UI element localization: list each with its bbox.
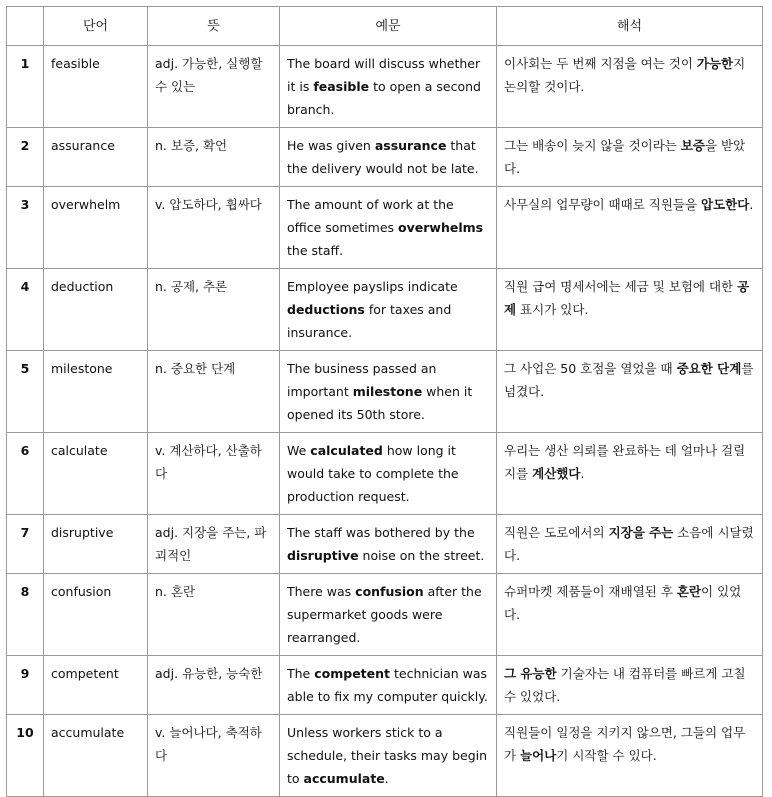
highlighted-word: assurance: [374, 138, 447, 153]
translation-cell: [497, 433, 763, 515]
word-cell: feasible: [44, 46, 148, 128]
example-cell: [280, 46, 497, 128]
highlighted-word: overwhelms: [398, 220, 484, 235]
text-segment: The amount of work at the office sometimes: [287, 197, 454, 235]
meaning-cell: v. 계산하다, 산출하다: [148, 433, 280, 515]
highlighted-word: disruptive: [287, 548, 359, 563]
text-segment: 지 논의할 것이다.: [504, 56, 746, 94]
word-cell: disruptive: [44, 515, 148, 574]
header-example: 예문: [280, 7, 497, 46]
header-meaning: 뜻: [148, 7, 280, 46]
meaning-cell: adj. 가능한, 실행할 수 있는: [148, 46, 280, 128]
text-segment: to open a second branch.: [287, 79, 481, 117]
highlighted-word: 가능한: [696, 56, 734, 71]
translation-cell: [497, 574, 763, 656]
text-segment: 표시가 있다.: [516, 302, 589, 317]
table-row: [7, 433, 763, 515]
row-number: 3: [7, 187, 44, 269]
highlighted-word: competent: [314, 666, 391, 681]
example-cell: [280, 187, 497, 269]
text-segment: 그는 배송이 늦지 않을 것이라는: [504, 138, 681, 153]
table-row: [7, 656, 763, 715]
header-row: [7, 7, 763, 46]
text-segment: after the supermarket goods were rearranged.: [287, 584, 482, 645]
text-segment: .: [580, 466, 585, 481]
row-number: 2: [7, 128, 44, 187]
table-row: [7, 574, 763, 656]
word-cell: deduction: [44, 269, 148, 351]
text-segment: 이 있었다.: [504, 584, 742, 622]
text-segment: 이사회는 두 번째 지점을 여는 것이: [504, 56, 697, 71]
translation-cell: [497, 128, 763, 187]
row-number: 4: [7, 269, 44, 351]
text-segment: 을 받았다.: [504, 138, 746, 176]
highlighted-word: 압도한다: [701, 197, 750, 212]
example-cell: [280, 574, 497, 656]
word-cell: confusion: [44, 574, 148, 656]
example-cell: [280, 269, 497, 351]
example-cell: [280, 656, 497, 715]
text-segment: The business passed an important: [287, 361, 437, 399]
highlighted-word: 계산했다: [532, 466, 581, 481]
text-segment: 사무실의 업무량이 때때로 직원들을: [504, 197, 702, 212]
text-segment: The staff was bothered by the: [287, 525, 475, 540]
meaning-cell: adj. 지장을 주는, 파괴적인: [148, 515, 280, 574]
text-segment: The board will discuss whether it is: [287, 56, 481, 94]
row-number: 7: [7, 515, 44, 574]
text-segment: We: [287, 443, 311, 458]
header-translation: 해석: [497, 7, 763, 46]
row-number: 8: [7, 574, 44, 656]
highlighted-word: accumulate: [303, 771, 385, 786]
text-segment: 기 시작할 수 있다.: [556, 748, 657, 763]
translation-cell: [497, 351, 763, 433]
text-segment: .: [749, 197, 754, 212]
text-segment: Employee payslips indicate: [287, 279, 458, 294]
highlighted-word: milestone: [352, 384, 423, 399]
text-segment: He was given: [287, 138, 375, 153]
header-word: 단어: [44, 7, 148, 46]
table-row: [7, 351, 763, 433]
meaning-cell: n. 보증, 확언: [148, 128, 280, 187]
text-segment: the staff.: [287, 243, 344, 258]
meaning-cell: v. 압도하다, 휩싸다: [148, 187, 280, 269]
highlighted-word: calculated: [310, 443, 383, 458]
text-segment: noise on the street.: [358, 548, 485, 563]
text-segment: 우리는 생산 의뢰를 완료하는 데 얼마나 걸릴지를: [504, 443, 746, 481]
example-cell: [280, 351, 497, 433]
table-row: [7, 187, 763, 269]
highlighted-word: 보증: [680, 138, 705, 153]
text-segment: 직원은 도로에서의: [504, 525, 609, 540]
row-number: 9: [7, 656, 44, 715]
row-number: 6: [7, 433, 44, 515]
translation-cell: [497, 46, 763, 128]
example-cell: [280, 515, 497, 574]
meaning-cell: n. 중요한 단계: [148, 351, 280, 433]
highlighted-word: 공제: [504, 279, 750, 317]
text-segment: 직원들이 일정을 지키지 않으면, 그들의 업무가: [504, 725, 746, 763]
table-row: [7, 715, 763, 797]
word-cell: accumulate: [44, 715, 148, 797]
example-cell: [280, 715, 497, 797]
table-row: [7, 46, 763, 128]
text-segment: 를 넘겼다.: [504, 361, 754, 399]
meaning-cell: v. 늘어나다, 축적하다: [148, 715, 280, 797]
text-segment: that the delivery would not be late.: [287, 138, 479, 176]
highlighted-word: 혼란: [676, 584, 702, 599]
header-number: [7, 7, 44, 46]
text-segment: Unless workers stick to a schedule, their tasks may begin to: [287, 725, 488, 786]
translation-cell: [497, 187, 763, 269]
highlighted-word: 지장을 주는: [608, 525, 674, 540]
word-cell: competent: [44, 656, 148, 715]
example-cell: [280, 433, 497, 515]
translation-cell: [497, 656, 763, 715]
translation-cell: [497, 269, 763, 351]
text-segment: when it opened its 50th store.: [287, 384, 473, 422]
text-segment: .: [384, 771, 389, 786]
row-number: 10: [7, 715, 44, 797]
text-segment: for taxes and insurance.: [287, 302, 452, 340]
word-cell: calculate: [44, 433, 148, 515]
example-cell: [280, 128, 497, 187]
highlighted-word: deductions: [287, 302, 365, 317]
text-segment: 그 사업은 50 호점을 열었을 때: [504, 361, 677, 376]
highlighted-word: feasible: [313, 79, 370, 94]
text-segment: 기술자는 내 컴퓨터를 빠르게 고칠 수 있었다.: [504, 666, 746, 704]
table-row: [7, 515, 763, 574]
highlighted-word: 늘어나: [520, 748, 557, 763]
highlighted-word: 중요한 단계: [676, 361, 742, 376]
highlighted-word: confusion: [355, 584, 424, 599]
text-segment: 슈퍼마켓 제품들이 재배열된 후: [504, 584, 677, 599]
table-body: [7, 46, 763, 797]
highlighted-word: 그 유능한: [504, 666, 557, 681]
text-segment: There was: [287, 584, 356, 599]
meaning-cell: adj. 유능한, 능숙한: [148, 656, 280, 715]
text-segment: 소음에 시달렸다.: [504, 525, 754, 563]
word-cell: overwhelm: [44, 187, 148, 269]
text-segment: The: [287, 666, 315, 681]
text-segment: technician was able to fix my computer quickly.: [287, 666, 488, 704]
table-row: [7, 269, 763, 351]
word-cell: assurance: [44, 128, 148, 187]
translation-cell: [497, 715, 763, 797]
row-number: 1: [7, 46, 44, 128]
row-number: 5: [7, 351, 44, 433]
text-segment: how long it would take to complete the production request.: [287, 443, 459, 504]
vocabulary-table: [6, 6, 763, 797]
translation-cell: [497, 515, 763, 574]
table-row: [7, 128, 763, 187]
word-cell: milestone: [44, 351, 148, 433]
meaning-cell: n. 혼란: [148, 574, 280, 656]
text-segment: 직원 급여 명세서에는 세금 및 보험에 대한: [504, 279, 738, 294]
meaning-cell: n. 공제, 추론: [148, 269, 280, 351]
